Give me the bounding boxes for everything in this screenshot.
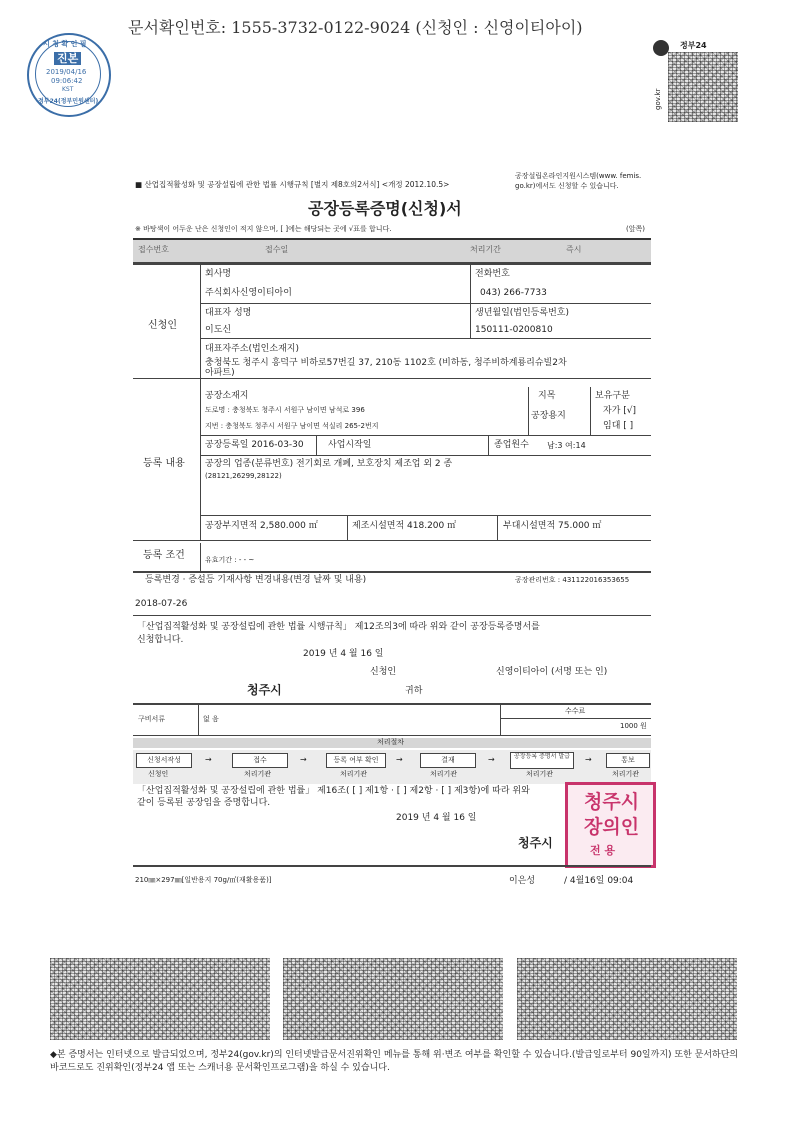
arrow-icon: → [396, 755, 403, 764]
road-address: 도로명 : 충청북도 청주시 서원구 남이면 남석로 396 [205, 406, 365, 414]
stamp-center-text: 진본 [54, 52, 81, 65]
addressee: 청주시 [247, 683, 282, 697]
issue-time: / 4월16일 09:04 [564, 876, 634, 886]
request-line-1: 「산업집적활성화 및 공장설립에 관한 법률 시행규칙」 제12조의3에 따라 위와 같이 공장등록증명서를 [137, 622, 540, 632]
official-seal [565, 782, 656, 868]
change-date: 2018-07-26 [135, 599, 188, 609]
fee-label: 수수료 [565, 707, 586, 715]
land-category-value: 공장용지 [531, 411, 566, 421]
changes-label: 등록변경 · 증설등 기재사항 변경내용(변경 날짜 및 내용) [145, 575, 367, 585]
request-date: 2019 년 4 월 16 일 [303, 649, 384, 659]
condition-label: 등록 조건 [143, 550, 185, 561]
procedure-actor-5: 처리기관 [526, 770, 554, 778]
industry-codes: (28121,26299,28122) [205, 472, 282, 480]
seal-text-2: 장의인 [584, 816, 640, 838]
documents-value: 없 음 [203, 715, 219, 723]
representative-value: 이도신 [205, 325, 232, 335]
documents-label: 구비서류 [138, 715, 166, 723]
stamp-tz: KST [62, 86, 74, 93]
address-label: 대표자주소(법인소재지) [205, 344, 299, 354]
birth-value: 150111-0200810 [475, 325, 553, 335]
company-value: 주식회사신영이티아이 [205, 288, 292, 298]
birth-label: 생년월일(법인등록번호) [475, 308, 569, 318]
receipt-number-label: 접수번호 [138, 245, 169, 254]
certification-line-1: 「산업집적활성화 및 공장설립에 관한 법률」 제16조( [ ] 제1항 · [ ] 제2항 · [ ] 제3항)에 따라 위와 [137, 786, 530, 796]
page-title: 공장등록증명(신청)서 [308, 199, 462, 218]
gov24-label: 정부24 [680, 41, 707, 50]
representative-label: 대표자 성명 [205, 308, 252, 318]
processing-period-label: 처리기간 [470, 245, 501, 254]
address-line-2: 아파트) [205, 368, 235, 378]
address-line-1: 충청북도 청주시 흥덕구 비하로57번길 37, 210동 1102호 (비하동, 청주비하계룡리슈빌2차 [205, 358, 567, 368]
arrow-icon: → [205, 755, 212, 764]
procedure-step-4: 결재 [420, 753, 476, 768]
stamp-time: 09:06:42 [51, 77, 83, 85]
company-label: 회사명 [205, 269, 232, 279]
issuer: 청주시 [518, 836, 553, 850]
footer-note: ◆본 증명서는 인터넷으로 발급되었으며, 정부24(gov.kr)의 인터넷발급문서진위확인 메뉴를 통해 위·변조 여부를 확인할 수 있습니다.(발급일로부터 90일까지) 또한 문서하단의 바코드로도 진위확인(정부24 앱 또는 스캐너용 문서확인프로그램)을 하실 수 있습니다. [50, 1050, 739, 1073]
applicant-signature: 신영이티아이 (서명 또는 인) [496, 667, 608, 677]
stamp-bottom-text: 정부24(정부민원센터) [38, 98, 99, 105]
land-category-label: 지목 [538, 391, 556, 401]
registration-date: 공장등록일 2016-03-30 [205, 440, 304, 450]
stamp-top-text: 시 청 확 인 필 [43, 40, 87, 48]
page-side-label: (앞쪽) [626, 225, 645, 233]
gov24-logo-icon [653, 40, 669, 56]
request-line-2: 신청합니다. [137, 635, 184, 645]
procedure-step-5: 공장등록 증명서 발급 [510, 752, 574, 769]
barcode-1 [50, 958, 270, 1040]
manufacturing-area: 제조시설면적 418.200 ㎡ [352, 521, 457, 531]
arrow-icon: → [300, 755, 307, 764]
qr-code [668, 52, 738, 122]
authenticity-stamp [27, 33, 111, 117]
ownership-leased: 임대 [ ] [603, 421, 634, 431]
procedure-actor-4: 처리기관 [430, 770, 458, 778]
site-area: 공장부지면적 2,580.000 ㎡ [205, 521, 318, 531]
online-note-2: go.kr)에서도 신청할 수 있습니다. [515, 182, 619, 190]
procedure-step-6: 통보 [606, 753, 650, 768]
validity-text: 유효기간 : - - ~ [205, 556, 255, 564]
processing-period-value: 즉시 [566, 245, 582, 254]
management-number: 공장관리번호 : 431122016353655 [515, 576, 630, 584]
arrow-icon: → [488, 755, 495, 764]
procedure-step-3: 등록 여부 확인 [326, 753, 386, 768]
auxiliary-area: 부대시설면적 75.000 ㎡ [503, 521, 602, 531]
paper-spec: 210㎜×297㎜[일반용지 70g/㎡(재활용품)] [135, 876, 272, 884]
registration-section-label: 등록 내용 [143, 458, 185, 469]
law-reference: ■ 산업집적활성화 및 공장설립에 관한 법률 시행규칙 [별지 제8호의2서식] <개정 2012.10.5> [135, 180, 450, 189]
procedure-actor-2: 처리기관 [244, 770, 272, 778]
certification-date: 2019 년 4 월 16 일 [396, 813, 477, 823]
instruction-text: ※ 바탕색이 어두운 난은 신청인이 적지 않으며, [ ]에는 해당되는 곳에 √표를 합니다. [135, 225, 392, 233]
business-start-label: 사업시작일 [328, 440, 372, 450]
procedure-actor-6: 처리기관 [612, 770, 640, 778]
lot-address: 지번 : 충청북도 청주시 서원구 남이면 석실리 265-2번지 [205, 422, 379, 430]
ownership-label: 보유구분 [595, 391, 630, 401]
phone-label: 전화번호 [475, 269, 510, 279]
issuer-name: 이은성 [509, 876, 536, 886]
seal-text-3: 전 용 [590, 844, 616, 857]
document-number: 문서확인번호: 1555-3732-0122-9024 (신청인 : 신영이티아이) [128, 18, 583, 37]
industry-text: 공장의 업종(분류번호) 전기회로 개폐, 보호장치 제조업 외 2 종 [205, 459, 453, 469]
ownership-owned: 자가 [√] [603, 406, 637, 416]
procedure-title: 처리절차 [377, 738, 405, 746]
applicant-sign-label: 신청인 [370, 667, 397, 677]
phone-value: 043) 266-7733 [480, 288, 547, 298]
stamp-date: 2019/04/16 [46, 68, 87, 76]
arrow-icon: → [585, 755, 592, 764]
factory-location-label: 공장소재지 [205, 391, 249, 401]
online-note-1: 공장설립온라인지원시스템(www. femis. [515, 172, 642, 180]
fee-value: 1000 원 [620, 722, 647, 730]
receipt-date-label: 접수일 [265, 245, 289, 254]
certification-line-2: 같이 등록된 공장임을 증명합니다. [137, 798, 271, 808]
addressee-suffix: 귀하 [405, 686, 423, 696]
employees-label: 종업원수 [494, 440, 529, 450]
procedure-actor-1: 신청인 [148, 770, 169, 778]
barcode-3 [517, 958, 737, 1040]
procedure-step-1: 신청서작성 [136, 753, 192, 768]
barcode-2 [283, 958, 503, 1040]
procedure-step-2: 접수 [232, 753, 288, 768]
seal-text-1: 청주시 [584, 791, 640, 813]
applicant-section-label: 신청인 [148, 320, 177, 331]
employees-value: 남:3 여:14 [547, 441, 586, 450]
procedure-actor-3: 처리기관 [340, 770, 368, 778]
gov24-url: gov.kr [654, 88, 662, 110]
